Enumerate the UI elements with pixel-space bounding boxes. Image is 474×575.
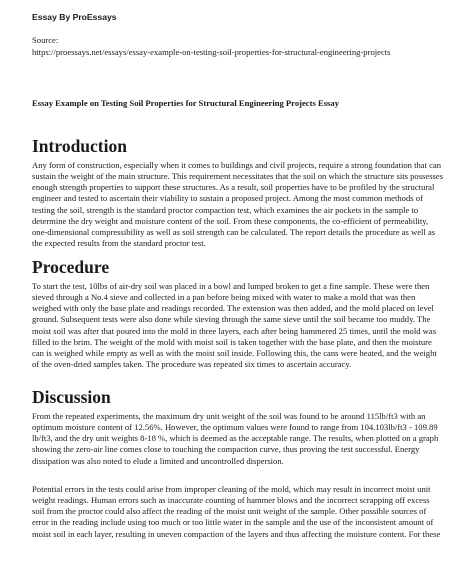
discussion-paragraph-1: From the repeated experiments, the maximum dry unit weight of the soil was found to be around 115lb/ft3 with an optimum moisture content of 12.56%. However, the optimum values were found to range from 104.103lb/ft3 - 109.89 lb/ft3, and the dry unit weights 8-18 %, which is deemed as the acceptable range. The results, when plotted on a graph showing the zero-air line comes close to touching the compaction curve, thus proving the test successful. Energy dissipation was also noted to elude a limited and uncontrolled dispersion. (32, 411, 439, 466)
procedure-paragraph: To start the test, 10lbs of air-dry soil was placed in a bowl and lumped broken to get a fine sample. These were then sieved through a No.4 sieve and collected in a pan before being mixed with water to make a mold that was then weighed with only the base plate and readings recorded. The extension was then added, and the mold placed on level ground. Subsequent tests were also done while sieving through the same sieve until the soil became too muddy. The moist soil was after that poured into the mold in three layers, each after being hammered 25 times, until the mold was filled to the brim. The weight of the mold with moist soil is taken together with the base plate, and then the moisture can is weighed while empty as well as with the moist soil inside. Following this, the cans were heated, and the weight of the oven-dried samples taken. The procedure was repeated six times to ascertain accuracy. (32, 281, 437, 370)
discussion-paragraph-2: Potential errors in the tests could arise from improper cleaning of the mold, which may result in incorrect moist unit weight readings. Human errors such as inaccurate counting of hammer blows and the incorrect scrapping off excess soil from the proctor could also affect the reading of the moist unit weight of the sample. Other possible sources of error in the reading include using too much or too little water in the sample and the use of the inconsistent amount of moist soil in each layer, resulting in uneven compaction of the layers and thus affecting the moisture content. For these (32, 484, 441, 539)
introduction-paragraph: Any form of construction, especially when it comes to buildings and civil projects, require a strong foundation that can sustain the weight of the main structure. This requirement necessitates that the soil on which the structure sits possesses enough strength properties to support these structures. As a result, soil properties have to be profiled by the structural engineer and tested to ascertain their viability to sustain a proposed project. Among the most common methods of testing the soil, strength is the standard proctor compaction test, which examines the air pockets in the sample to determine the dry weight and moisture content of the soil. From these components, the co-efficient of permeability, one-dimensional compressibility as well as soil strength can be calculated. The report details the procedure as well as the expected results from the standard proctor test. (32, 160, 444, 249)
site-label: Essay By ProEssays (32, 12, 117, 22)
essay-title: Essay Example on Testing Soil Properties for Structural Engineering Projects Essay (32, 98, 339, 108)
procedure-heading: Procedure (32, 257, 110, 277)
source-label: Source: (32, 35, 59, 45)
introduction-heading: Introduction (32, 136, 127, 156)
source-url-link[interactable]: https://proessays.net/essays/essay-example-on-testing-soil-properties-for-structural-engineering-projects (32, 47, 391, 57)
discussion-heading: Discussion (32, 387, 111, 407)
